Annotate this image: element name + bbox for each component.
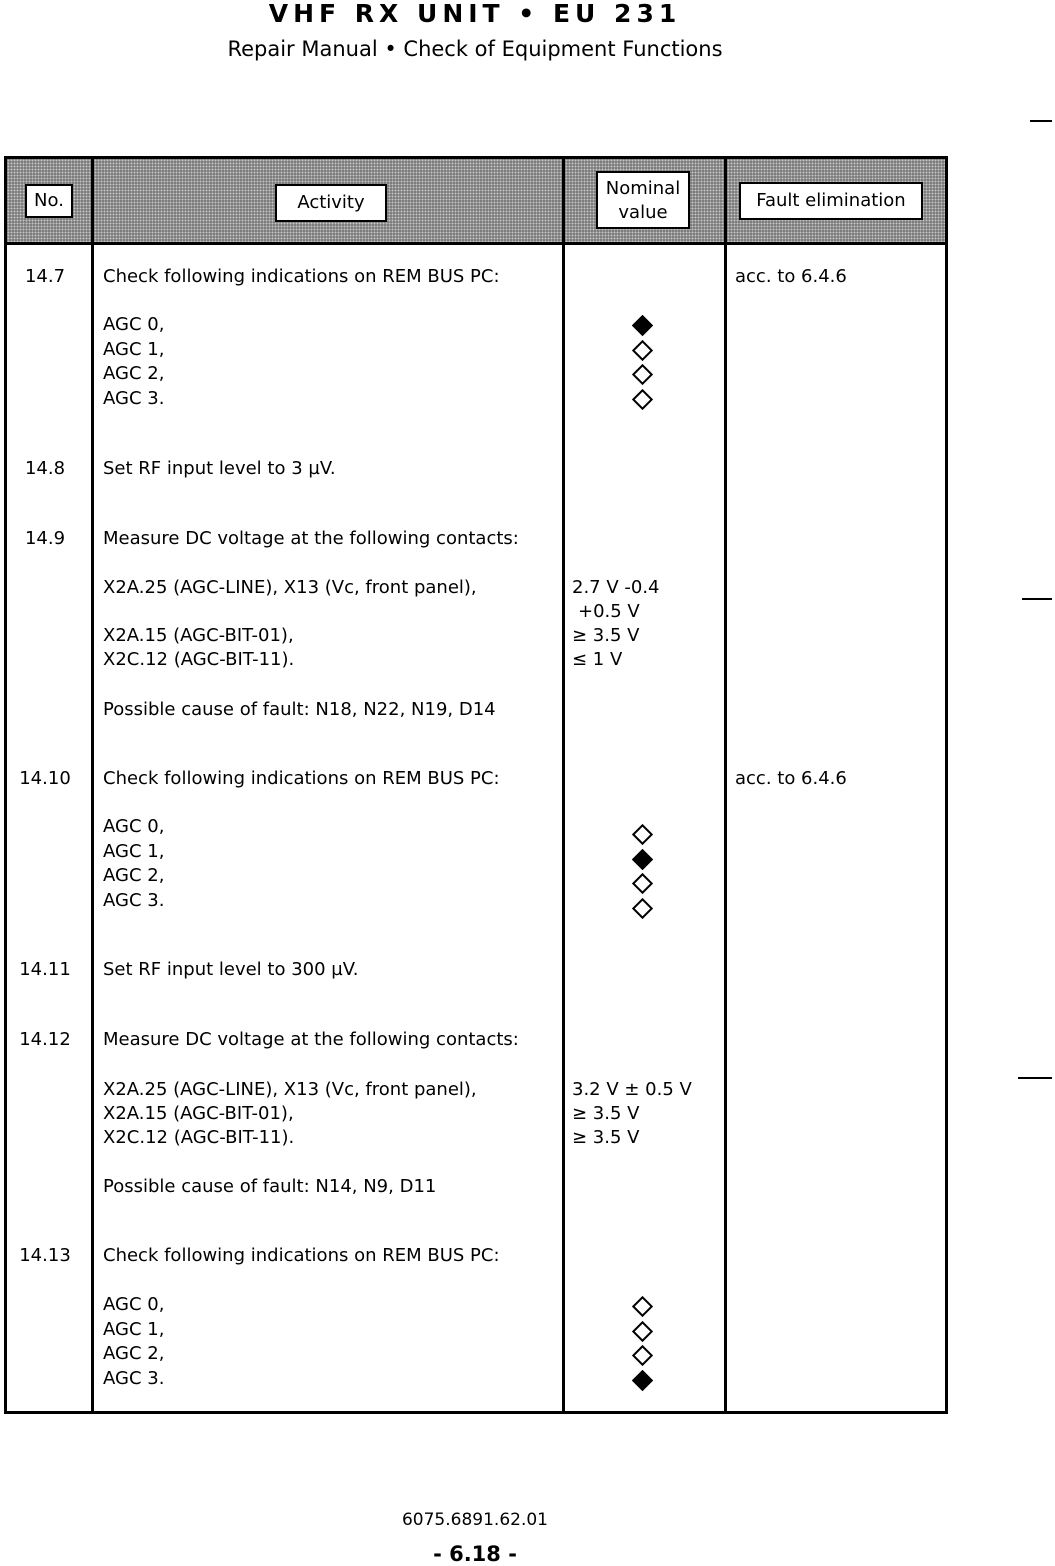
page-number: - 6.18 - bbox=[433, 1542, 517, 1566]
activity-text: Set RF input level to 300 µV. bbox=[103, 959, 359, 980]
margin-mark bbox=[1030, 120, 1052, 122]
column-divider bbox=[562, 156, 565, 1414]
agc-item: AGC 3. bbox=[103, 889, 165, 911]
activity-text: Set RF input level to 3 µV. bbox=[103, 458, 336, 479]
fault-cause: Possible cause of fault: N14, N9, D11 bbox=[103, 1176, 437, 1197]
agc-item: AGC 1, bbox=[103, 1318, 165, 1340]
column-divider bbox=[91, 156, 94, 1414]
fault-cause: Possible cause of fault: N18, N22, N19, D14 bbox=[103, 699, 496, 720]
agc-item: AGC 2, bbox=[103, 1343, 165, 1364]
document-number: 6075.6891.62.01 bbox=[401, 1510, 548, 1530]
nominal-value: 3.2 V ± 0.5 V bbox=[572, 1079, 692, 1100]
nominal-header-line2: value bbox=[618, 202, 668, 223]
document-subtitle: Repair Manual • Check of Equipment Functions bbox=[227, 37, 723, 61]
column-header-no: No. bbox=[25, 184, 73, 218]
activity-text: Check following indications on REM BUS PC: bbox=[103, 1245, 500, 1266]
contact-line: X2A.25 (AGC-LINE), X13 (Vc, front panel), bbox=[103, 1079, 477, 1100]
row-number: 14.8 bbox=[24, 458, 66, 479]
fault-elimination-ref: acc. to 6.4.6 bbox=[735, 768, 847, 789]
nominal-value: +0.5 V bbox=[578, 601, 640, 622]
agc-item: AGC 0, bbox=[103, 816, 165, 837]
agc-item: AGC 2, bbox=[103, 363, 165, 384]
contact-line: X2A.15 (AGC-BIT-01), bbox=[103, 625, 294, 646]
agc-item: AGC 1, bbox=[103, 338, 165, 360]
agc-item: AGC 2, bbox=[103, 865, 165, 886]
row-number: 14.11 bbox=[19, 959, 71, 980]
document-title: VHF RX UNIT • EU 231 bbox=[268, 0, 682, 28]
agc-item: AGC 0, bbox=[103, 1294, 165, 1315]
nominal-value: 2.7 V -0.4 bbox=[572, 577, 660, 598]
fault-elimination-ref: acc. to 6.4.6 bbox=[735, 266, 847, 287]
row-number: 14.13 bbox=[19, 1245, 71, 1266]
nominal-header-line1: Nominal bbox=[605, 178, 681, 199]
row-number: 14.7 bbox=[24, 266, 66, 287]
contact-line: X2C.12 (AGC-BIT-11). bbox=[103, 649, 295, 670]
activity-text: Measure DC voltage at the following contacts: bbox=[103, 528, 519, 549]
activity-text: Check following indications on REM BUS PC: bbox=[103, 768, 500, 789]
nominal-value: ≤ 1 V bbox=[572, 649, 623, 670]
contact-line: X2A.15 (AGC-BIT-01), bbox=[103, 1103, 294, 1124]
column-header-fault-elimination: Fault elimination bbox=[739, 182, 923, 220]
agc-list bbox=[103, 1293, 164, 1391]
agc-item: AGC 3. bbox=[103, 1367, 165, 1389]
activity-text: Check following indications on REM BUS PC: bbox=[103, 266, 500, 287]
contact-line: X2A.25 (AGC-LINE), X13 (Vc, front panel), bbox=[103, 577, 477, 598]
agc-item: AGC 0, bbox=[103, 314, 165, 335]
activity-text: Measure DC voltage at the following contacts: bbox=[103, 1029, 519, 1050]
row-number: 14.9 bbox=[24, 528, 66, 549]
row-number: 14.10 bbox=[19, 768, 71, 789]
margin-mark bbox=[1018, 1077, 1052, 1079]
column-header-nominal-value bbox=[596, 171, 690, 229]
row-number: 14.12 bbox=[19, 1029, 71, 1050]
nominal-value: ≥ 3.5 V bbox=[572, 1103, 640, 1124]
nominal-value: ≥ 3.5 V bbox=[572, 625, 640, 646]
margin-mark bbox=[1022, 598, 1052, 600]
contact-line: X2C.12 (AGC-BIT-11). bbox=[103, 1127, 295, 1148]
agc-list bbox=[103, 815, 164, 913]
agc-item: AGC 3. bbox=[103, 387, 165, 409]
nominal-value: ≥ 3.5 V bbox=[572, 1127, 640, 1148]
agc-item: AGC 1, bbox=[103, 840, 165, 862]
column-header-activity: Activity bbox=[275, 184, 387, 222]
agc-list bbox=[103, 313, 164, 411]
column-divider bbox=[724, 156, 727, 1414]
